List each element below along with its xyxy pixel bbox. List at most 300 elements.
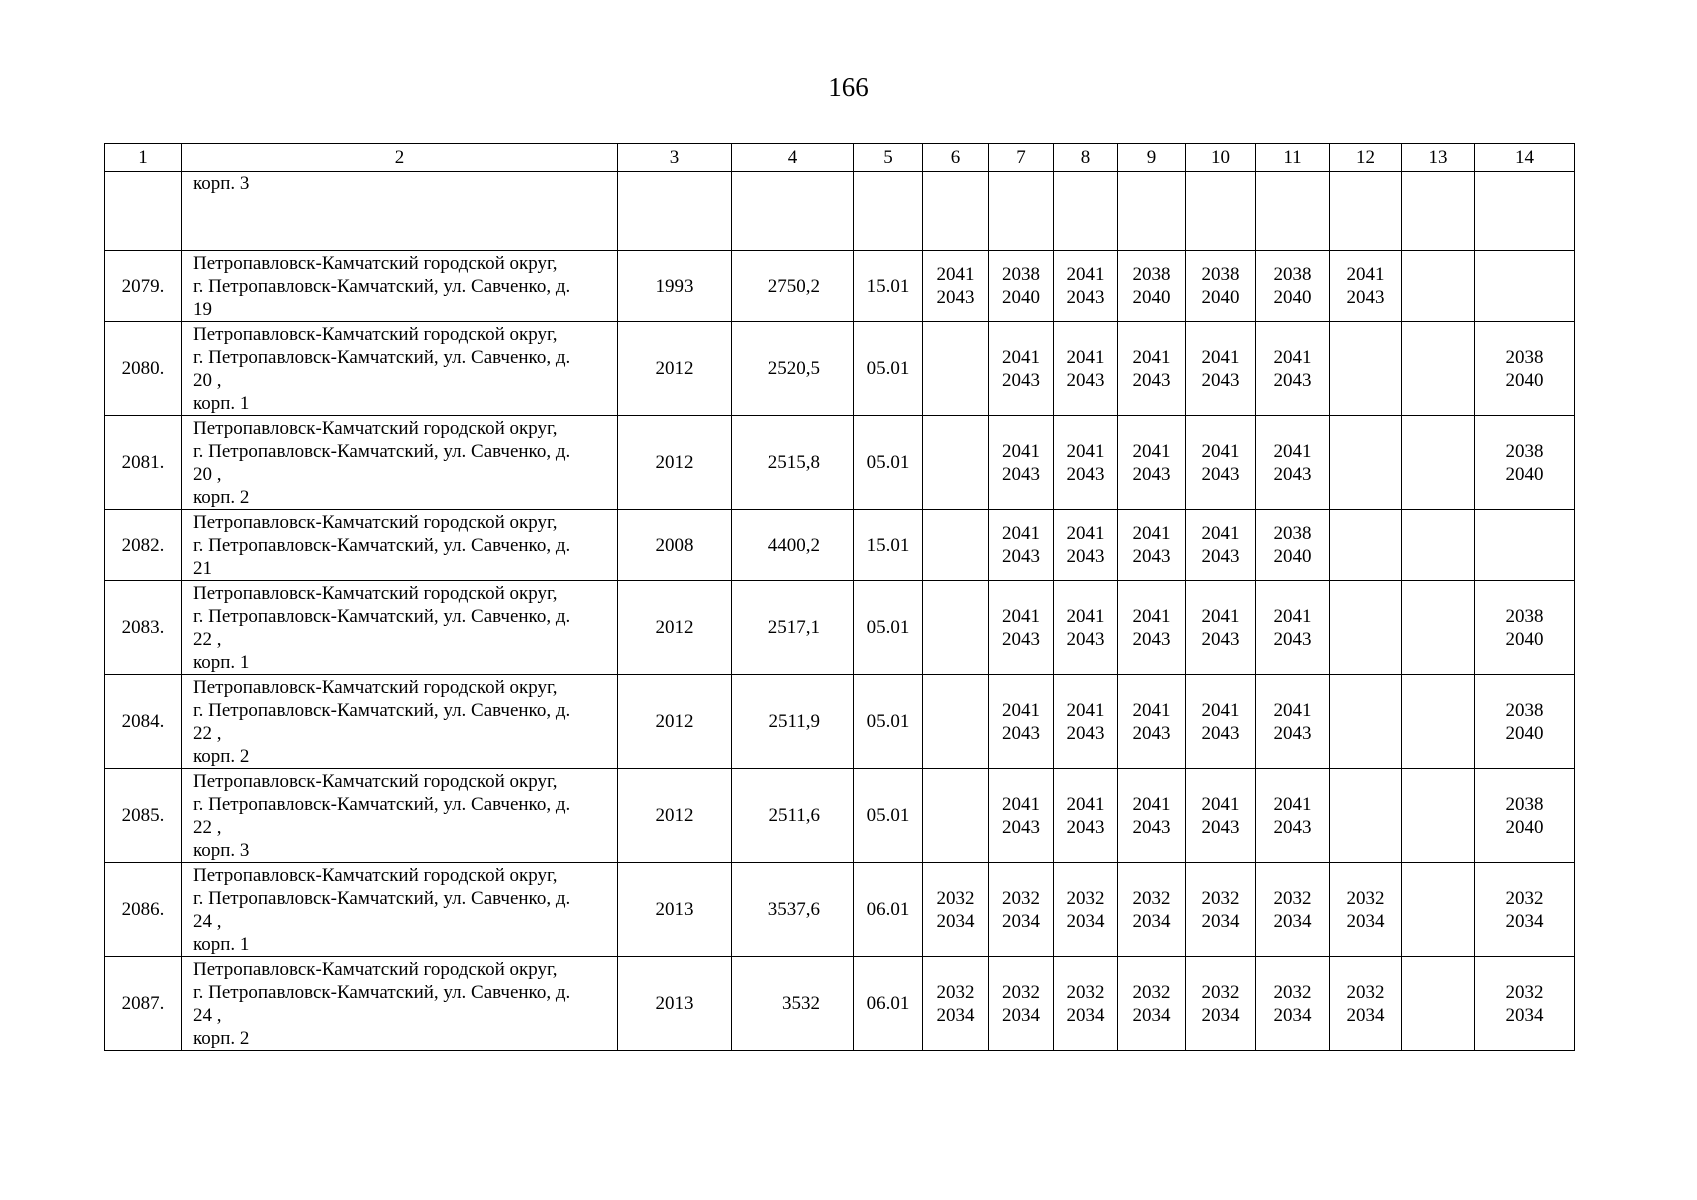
year-cell [618,172,732,251]
area-cell: 2515,8 [732,416,854,510]
address-line: корп. 2 [193,1027,250,1049]
header-row [105,144,1575,172]
period-cell [1256,251,1330,322]
period-cell [1256,675,1330,769]
period-year: 2034 [1273,910,1312,932]
period-cell [1475,322,1575,416]
period-year: 2041 [1132,440,1171,462]
period-cell [989,863,1054,957]
code-cell: 05.01 [854,769,923,863]
period-year: 2034 [1132,910,1171,932]
period-year: 2043 [1066,369,1105,391]
period-cell [1054,251,1118,322]
year-cell: 2013 [618,957,732,1051]
period-cell [923,510,989,581]
period-year: 2043 [1002,463,1040,485]
header-cell: 3 [618,144,732,172]
period-cell [1256,416,1330,510]
address-line: Петропавловск-Камчатский городской округ, [193,770,558,792]
period-year: 2040 [1505,463,1544,485]
period-year: 2038 [1505,699,1544,721]
period-cell [1118,251,1186,322]
period-year: 2043 [1132,722,1171,744]
period-year: 2038 [1201,264,1240,285]
period-cell [923,251,989,322]
period-year: 2034 [1346,1004,1385,1026]
period-year: 2041 [1132,699,1171,721]
period-year: 2034 [1201,1004,1240,1026]
period-year: 2034 [1273,1004,1312,1026]
period-year: 2041 [1273,793,1312,815]
period-year: 2041 [1066,523,1105,544]
period-year: 2041 [1273,440,1312,462]
address-line: г. Петропавловск-Камчатский, ул. Савченко, д. [193,699,571,721]
address-line: корп. 2 [193,745,250,767]
period-cell [1054,957,1118,1051]
period-cell [989,510,1054,581]
period-cell [1054,510,1118,581]
period-cell [1256,863,1330,957]
address-line: г. Петропавловск-Камчатский, ул. Савченко, д. [193,887,571,909]
period-cell [1118,581,1186,675]
period-year: 2032 [1002,981,1040,1003]
period-year: 2038 [1273,264,1312,285]
period-year: 2041 [1002,346,1040,368]
period-year: 2043 [1132,546,1171,567]
header-cell: 2 [182,144,618,172]
continuation-row [105,172,1575,251]
row-number-cell: 2084. [105,675,182,769]
period-year: 2043 [1002,816,1040,838]
period-year: 2040 [1201,287,1240,308]
period-cell [1186,769,1256,863]
table-row [105,957,1575,1051]
period-year: 2040 [1273,546,1312,567]
period-cell [1054,769,1118,863]
period-year: 2040 [1505,722,1544,744]
period-cell [1118,416,1186,510]
address-line: 24 , [193,910,222,932]
period-cell [1054,322,1118,416]
header-cell: 8 [1054,144,1118,172]
period-year: 2041 [1273,346,1312,368]
address-line: 20 , [193,463,222,485]
address-line: г. Петропавловск-Камчатский, ул. Савченко, д. [193,275,571,297]
period-year: 2041 [936,264,975,285]
area-cell: 2517,1 [732,581,854,675]
period-year: 2032 [936,981,975,1003]
code-cell: 05.01 [854,416,923,510]
period-cell [1118,769,1186,863]
period-cell [1118,957,1186,1051]
code-cell: 15.01 [854,251,923,322]
period-year: 2041 [1201,699,1240,721]
period-cell [1402,251,1475,322]
table-row [105,581,1575,675]
period-year: 2043 [1066,287,1105,308]
period-year: 2034 [1066,1004,1105,1026]
address-line: Петропавловск-Камчатский городской округ, [193,417,558,439]
period-year: 2041 [1201,346,1240,368]
area-cell: 4400,2 [732,510,854,581]
period-year: 2032 [1066,887,1105,909]
period-cell [989,675,1054,769]
period-cell [1186,322,1256,416]
period-year: 2038 [1505,793,1544,815]
code-cell: 06.01 [854,957,923,1051]
period-year: 2038 [1505,605,1544,627]
period-year: 2043 [1201,816,1240,838]
period-cell [1475,251,1575,322]
period-year: 2041 [1066,440,1105,462]
period-cell [1402,510,1475,581]
header-cell: 14 [1475,144,1575,172]
period-cell [1475,172,1575,251]
period-cell [989,251,1054,322]
period-year: 2034 [1132,1004,1171,1026]
page-number: 166 [828,72,869,102]
period-year: 2032 [1066,981,1105,1003]
period-cell [1330,322,1402,416]
area-cell: 2511,9 [732,675,854,769]
period-cell [1330,581,1402,675]
period-cell [1475,957,1575,1051]
year-cell: 2012 [618,322,732,416]
year-cell: 2013 [618,863,732,957]
address-line: 19 [193,298,212,320]
period-year: 2032 [1201,887,1240,909]
period-year: 2038 [1505,440,1544,462]
row-number-cell: 2079. [105,251,182,322]
period-cell [923,863,989,957]
address-line: г. Петропавловск-Камчатский, ул. Савченко, д. [193,346,571,368]
code-cell: 05.01 [854,581,923,675]
row-number-cell: 2085. [105,769,182,863]
address-line: Петропавловск-Камчатский городской округ, [193,958,558,980]
period-year: 2043 [1201,722,1240,744]
period-cell [923,957,989,1051]
period-cell [1256,581,1330,675]
address-line: г. Петропавловск-Камчатский, ул. Савченко, д. [193,605,571,627]
header-cell: 11 [1256,144,1330,172]
period-year: 2041 [1002,605,1040,627]
period-year: 2034 [1002,910,1040,932]
area-cell: 3532 [732,957,854,1051]
period-cell [1118,322,1186,416]
period-year: 2040 [1273,287,1312,308]
period-cell [1402,863,1475,957]
period-cell [1054,172,1118,251]
code-cell: 05.01 [854,322,923,416]
period-cell [989,957,1054,1051]
period-cell [923,769,989,863]
period-cell [1402,675,1475,769]
period-cell [1475,581,1575,675]
header-cell: 7 [989,144,1054,172]
year-cell: 2012 [618,416,732,510]
period-year: 2041 [1201,523,1240,544]
period-year: 2032 [1346,981,1385,1003]
address-line: Петропавловск-Камчатский городской округ, [193,864,558,886]
address-line: 22 , [193,816,222,838]
period-year: 2041 [1132,793,1171,815]
address-line: Петропавловск-Камчатский городской округ, [193,511,558,533]
address-line: Петропавловск-Камчатский городской округ, [193,323,558,345]
period-year: 2043 [1273,722,1312,744]
period-year: 2032 [1132,887,1171,909]
address-cell [182,769,618,863]
row-number-cell: 2086. [105,863,182,957]
period-year: 2038 [1505,346,1544,368]
table-row [105,675,1575,769]
period-cell [1402,957,1475,1051]
period-year: 2043 [1273,816,1312,838]
period-year: 2041 [1066,699,1105,721]
period-cell [1330,510,1402,581]
address-line: г. Петропавловск-Камчатский, ул. Савченко, д. [193,981,571,1003]
address-line: Петропавловск-Камчатский городской округ, [193,582,558,604]
period-cell [1402,172,1475,251]
period-cell [1330,251,1402,322]
year-cell: 2008 [618,510,732,581]
period-year: 2043 [1201,463,1240,485]
year-cell: 2012 [618,675,732,769]
period-cell [1054,416,1118,510]
period-year: 2043 [936,287,975,308]
year-cell: 1993 [618,251,732,322]
table-row [105,769,1575,863]
header-cell: 6 [923,144,989,172]
code-cell: 06.01 [854,863,923,957]
period-year: 2043 [1273,463,1312,485]
row-number-cell [105,172,182,251]
address-line: корп. 1 [193,933,250,955]
period-cell [1186,172,1256,251]
period-cell [1054,863,1118,957]
period-year: 2043 [1132,816,1171,838]
period-cell [1475,675,1575,769]
housing-table [104,143,1575,1051]
address-line: Петропавловск-Камчатский городской округ, [193,676,558,698]
period-year: 2043 [1066,463,1105,485]
header-cell: 5 [854,144,923,172]
period-year: 2041 [1002,523,1040,544]
row-number-cell: 2081. [105,416,182,510]
period-year: 2043 [1273,628,1312,650]
address-line: 21 [193,557,212,579]
period-year: 2034 [1346,910,1385,932]
row-number-cell: 2080. [105,322,182,416]
period-cell [1402,769,1475,863]
period-year: 2038 [1002,264,1040,285]
period-year: 2041 [1066,793,1105,815]
address-cell [182,251,618,322]
address-cell [182,322,618,416]
period-year: 2038 [1132,264,1171,285]
period-year: 2043 [1346,287,1385,308]
period-year: 2043 [1002,628,1040,650]
period-cell [923,675,989,769]
address-cell [182,416,618,510]
period-year: 2040 [1505,628,1544,650]
address-line: г. Петропавловск-Камчатский, ул. Савченко, д. [193,534,571,556]
period-year: 2043 [1132,463,1171,485]
period-year: 2043 [1066,546,1105,567]
area-cell: 2511,6 [732,769,854,863]
period-cell [1475,863,1575,957]
period-year: 2032 [1505,887,1544,909]
period-cell [1186,863,1256,957]
header-cell: 9 [1118,144,1186,172]
area-cell: 3537,6 [732,863,854,957]
period-cell [989,581,1054,675]
row-number-cell: 2087. [105,957,182,1051]
header-cell: 13 [1402,144,1475,172]
period-cell [1330,416,1402,510]
address-line: корп. 1 [193,651,250,673]
period-cell [1186,251,1256,322]
address-cell [182,510,618,581]
period-year: 2032 [936,887,975,909]
period-year: 2034 [1201,910,1240,932]
period-year: 2041 [1066,605,1105,627]
address-cell [182,957,618,1051]
period-cell [1054,581,1118,675]
period-cell [1256,769,1330,863]
period-year: 2032 [1346,887,1385,909]
period-cell [1330,957,1402,1051]
period-cell [1118,510,1186,581]
period-year: 2043 [1002,369,1040,391]
period-cell [1054,675,1118,769]
period-year: 2041 [1066,346,1105,368]
address-line: корп. 2 [193,486,250,508]
address-line: г. Петропавловск-Камчатский, ул. Савченко, д. [193,440,571,462]
period-year: 2040 [1132,287,1171,308]
address-cell [182,863,618,957]
year-cell: 2012 [618,581,732,675]
period-year: 2041 [1273,699,1312,721]
code-cell: 05.01 [854,675,923,769]
period-year: 2041 [1132,346,1171,368]
period-cell [1402,416,1475,510]
period-cell [989,416,1054,510]
period-year: 2041 [1201,440,1240,462]
period-cell [1256,957,1330,1051]
period-year: 2041 [1346,264,1385,285]
code-cell: 15.01 [854,510,923,581]
period-cell [1330,769,1402,863]
period-year: 2034 [1066,910,1105,932]
table-row [105,251,1575,322]
address-line: 22 , [193,628,222,650]
row-number-cell: 2082. [105,510,182,581]
period-cell [1256,172,1330,251]
period-year: 2043 [1201,546,1240,567]
period-year: 2038 [1273,523,1312,544]
period-cell [1330,172,1402,251]
period-year: 2041 [1002,793,1040,815]
period-year: 2034 [1505,1004,1544,1026]
address-line: 24 , [193,1004,222,1026]
period-cell [1186,957,1256,1051]
period-year: 2041 [1002,440,1040,462]
period-year: 2041 [1201,605,1240,627]
period-cell [923,172,989,251]
period-year: 2032 [1273,981,1312,1003]
area-cell: 2750,2 [732,251,854,322]
period-cell [1256,510,1330,581]
period-year: 2032 [1002,887,1040,909]
period-cell [923,581,989,675]
period-cell [1186,510,1256,581]
address-cell: корп. 3 [182,172,618,251]
period-year: 2043 [1132,369,1171,391]
header-cell: 4 [732,144,854,172]
period-cell [923,322,989,416]
period-year: 2043 [1201,369,1240,391]
period-cell [989,322,1054,416]
period-cell [1118,172,1186,251]
area-cell: 2520,5 [732,322,854,416]
period-year: 2032 [1505,981,1544,1003]
period-year: 2043 [1066,722,1105,744]
period-year: 2041 [1273,605,1312,627]
address-line: корп. 1 [193,392,250,414]
period-cell [1330,863,1402,957]
period-cell [989,172,1054,251]
period-cell [1186,581,1256,675]
period-year: 2043 [1002,546,1040,567]
table-row [105,322,1575,416]
address-line: Петропавловск-Камчатский городской округ, [193,252,558,274]
period-cell [989,769,1054,863]
period-year: 2034 [1505,910,1544,932]
period-year: 2043 [1132,628,1171,650]
row-number-cell: 2083. [105,581,182,675]
header-cell: 10 [1186,144,1256,172]
period-year: 2041 [1002,699,1040,721]
period-cell [923,416,989,510]
period-cell [1330,675,1402,769]
table-row [105,510,1575,581]
period-cell [1402,581,1475,675]
header-cell: 12 [1330,144,1402,172]
period-cell [1186,675,1256,769]
period-year: 2034 [936,910,975,932]
period-year: 2032 [1201,981,1240,1003]
period-cell [1402,322,1475,416]
period-cell [1186,416,1256,510]
address-line: корп. 3 [193,839,250,861]
period-cell [1475,510,1575,581]
period-year: 2041 [1132,523,1171,544]
address-line: 22 , [193,722,222,744]
area-cell [732,172,854,251]
header-cell: 1 [105,144,182,172]
period-cell [1475,416,1575,510]
period-year: 2040 [1505,816,1544,838]
period-year: 2034 [1002,1004,1040,1026]
period-cell [1256,322,1330,416]
period-year: 2043 [1066,628,1105,650]
period-year: 2034 [936,1004,975,1026]
period-year: 2032 [1273,887,1312,909]
code-cell [854,172,923,251]
period-year: 2043 [1273,369,1312,391]
period-year: 2043 [1002,722,1040,744]
address-line: г. Петропавловск-Камчатский, ул. Савченко, д. [193,793,571,815]
